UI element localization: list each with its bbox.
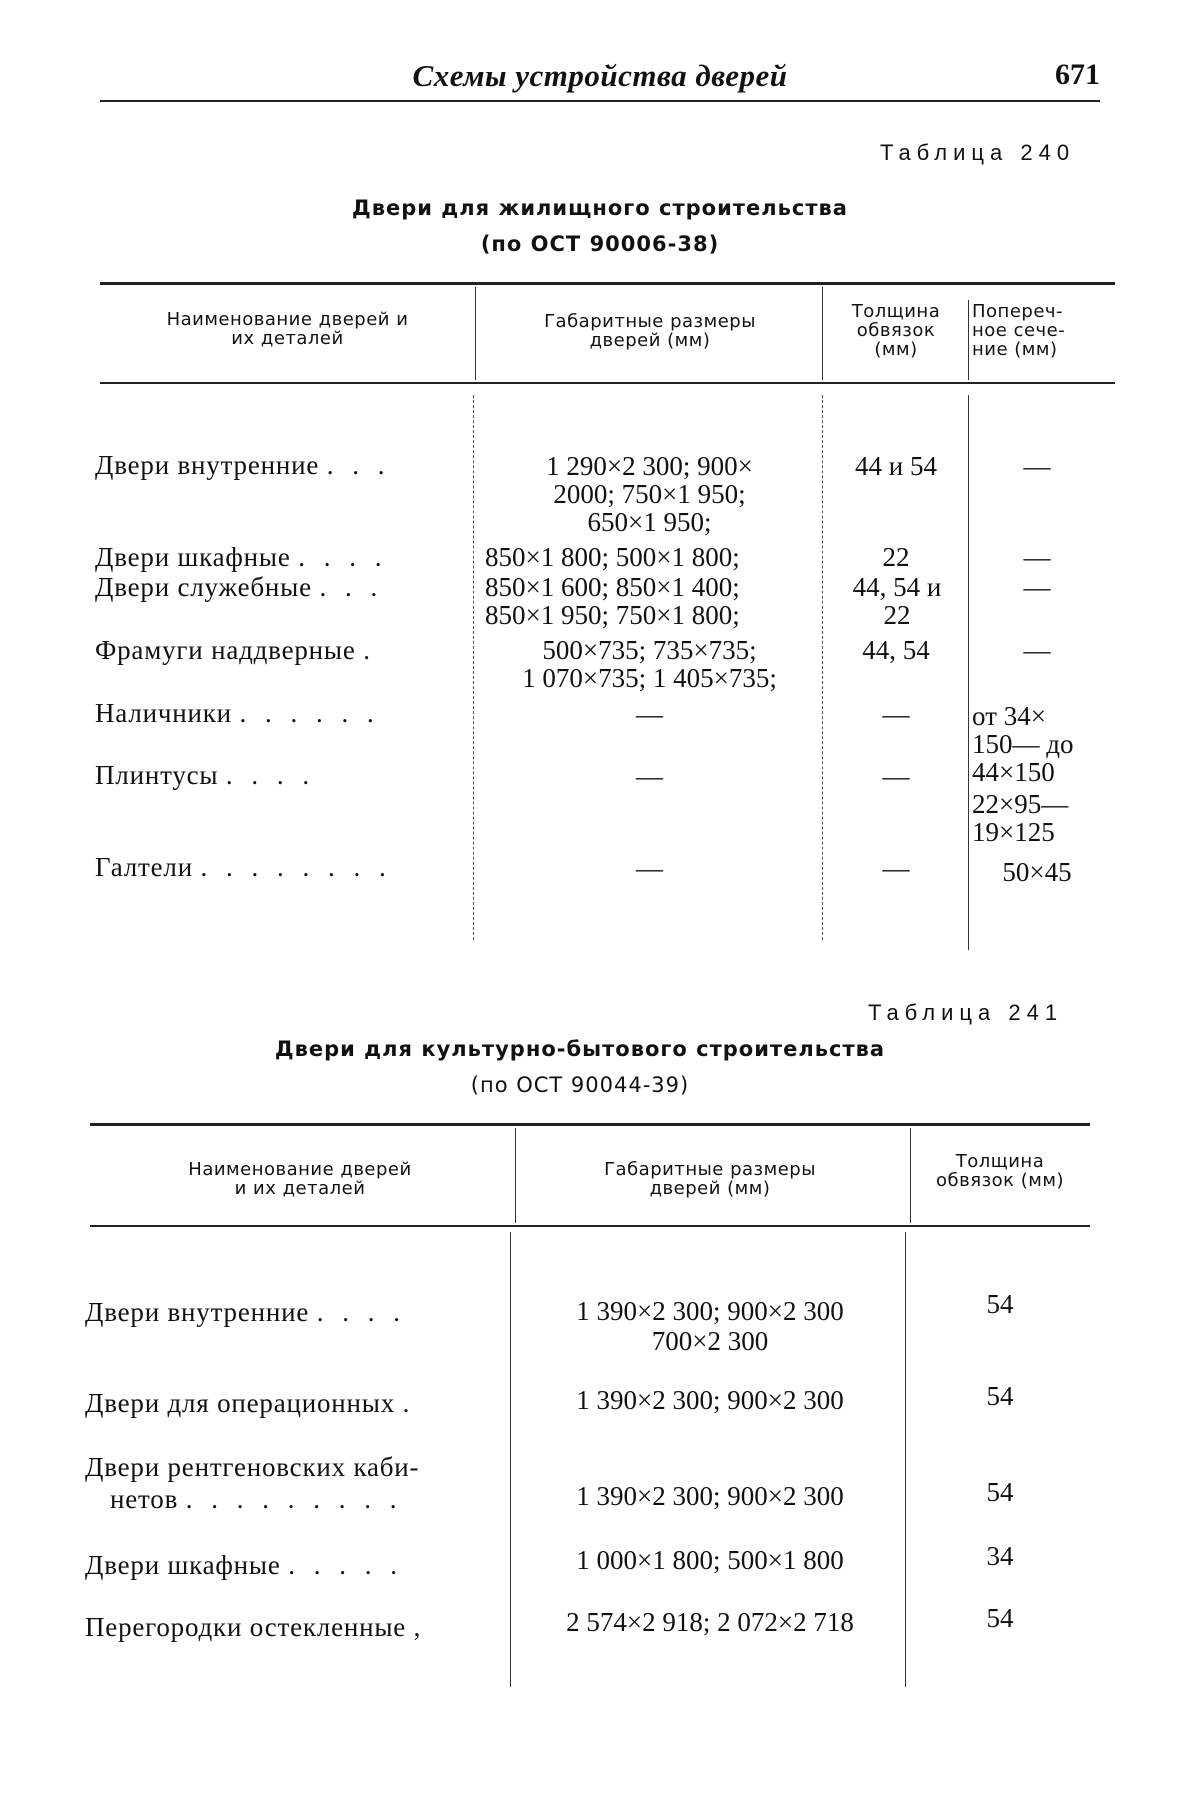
t240-row-thickness: — bbox=[882, 853, 910, 883]
t241-row-name: Двери рентгеновских каби- bbox=[85, 1452, 420, 1482]
t240-header-divider-1 bbox=[475, 287, 476, 380]
table-240-label: Таблица 240 bbox=[880, 140, 1076, 165]
t241-body-divider-2 bbox=[905, 1232, 906, 1687]
table-241-subtitle: (по ОСТ 90044-39) bbox=[470, 1073, 690, 1097]
t240-row-name: Двери внутренние . . . bbox=[95, 450, 391, 480]
t240-row-thickness: — bbox=[882, 761, 910, 791]
t240-header-divider-2 bbox=[822, 287, 823, 380]
t240-body-divider-3 bbox=[968, 395, 969, 950]
t241-row-thickness: 54 bbox=[986, 1381, 1014, 1411]
running-title: Схемы устройства дверей bbox=[412, 58, 788, 93]
t240-row-name: Фрамуги наддверные . bbox=[95, 635, 376, 665]
table-240-top-rule bbox=[100, 282, 1115, 285]
t241-row-thickness: 54 bbox=[986, 1477, 1014, 1507]
t240-body-divider-2 bbox=[822, 395, 823, 940]
t240-row-section: — bbox=[1023, 635, 1051, 665]
t241-row-name: Двери для операционных . bbox=[85, 1388, 416, 1418]
t241-row-name-continuation: нетов . . . . . . . . . bbox=[110, 1484, 403, 1514]
t240-row-name: Галтели . . . . . . . . bbox=[95, 852, 392, 882]
t240-header-dimensions: Габаритные размеры дверей (мм) bbox=[544, 311, 756, 351]
table-240-header-rule bbox=[100, 382, 1115, 384]
t241-row-thickness: 34 bbox=[986, 1541, 1014, 1571]
t240-row-section: 50×45 bbox=[1002, 857, 1072, 887]
t240-row-dimensions: 850×1 800; 500×1 800; bbox=[485, 542, 740, 572]
t240-row-dimensions: 500×735; 735×735; 1 070×735; 1 405×735; bbox=[522, 635, 777, 693]
t240-row-section: — bbox=[1023, 451, 1051, 481]
table-241-title: Двери для культурно-бытового строительства bbox=[274, 1037, 886, 1061]
t241-header-divider-1 bbox=[515, 1128, 516, 1223]
t240-row-thickness: 22 bbox=[882, 542, 910, 572]
t241-row-thickness: 54 bbox=[986, 1603, 1014, 1633]
t240-header-section: Попереч- ное сече- ние (мм) bbox=[972, 301, 1066, 360]
t240-row-name: Двери шкафные . . . . bbox=[95, 542, 388, 572]
running-header bbox=[100, 50, 1100, 102]
t240-header-divider-3 bbox=[968, 300, 969, 380]
t240-row-section: — bbox=[1023, 572, 1051, 602]
table-241-top-rule bbox=[90, 1123, 1090, 1126]
t240-row-dimensions: — bbox=[636, 699, 663, 729]
t241-header-thickness: Толщина обвязок (мм) bbox=[936, 1151, 1064, 1191]
t240-row-name: Наличники . . . . . . bbox=[95, 698, 380, 728]
t240-row-section: 22×95— 19×125 bbox=[972, 789, 1069, 847]
t241-row-thickness: 54 bbox=[986, 1289, 1014, 1319]
t241-row-dimensions: 1 390×2 300; 900×2 300 bbox=[576, 1385, 844, 1415]
table-241-label: Таблица 241 bbox=[868, 1000, 1064, 1025]
t240-row-thickness: — bbox=[882, 699, 910, 729]
t240-row-dimensions: 1 290×2 300; 900× 2000; 750×1 950; 650×1 950; bbox=[546, 451, 753, 537]
table-241-header-rule bbox=[90, 1225, 1090, 1227]
t241-row-dimensions: 1 390×2 300; 900×2 300 bbox=[576, 1481, 844, 1511]
t240-row-section: — bbox=[1023, 542, 1051, 572]
t240-row-dimensions: 850×1 600; 850×1 400; 850×1 950; 750×1 800; bbox=[485, 572, 740, 630]
t241-row-dimensions: 1 000×1 800; 500×1 800 bbox=[576, 1545, 844, 1575]
t240-header-thickness: Толщина обвязок (мм) bbox=[851, 301, 941, 360]
t241-row-dimensions: 2 574×2 918; 2 072×2 718 bbox=[566, 1607, 854, 1637]
t241-header-divider-2 bbox=[910, 1128, 911, 1223]
t240-body-divider-1 bbox=[473, 395, 474, 940]
page-number: 671 bbox=[1055, 58, 1100, 91]
t241-row-name: Двери внутренние . . . . bbox=[85, 1297, 406, 1327]
t240-row-thickness: 44, 54 bbox=[862, 635, 930, 665]
t241-body-divider-1 bbox=[510, 1232, 511, 1687]
t240-header-name: Наименование дверей и их деталей bbox=[166, 309, 409, 349]
t241-row-name: Двери шкафные . . . . . bbox=[85, 1550, 403, 1580]
t240-row-section: от 34× 150— до 44×150 bbox=[972, 701, 1074, 787]
table-240-subtitle: (по ОСТ 90006-38) bbox=[480, 232, 720, 256]
t241-header-dimensions: Габаритные размеры дверей (мм) bbox=[604, 1159, 816, 1199]
t240-row-name: Плинтусы . . . . bbox=[95, 760, 316, 790]
t240-row-thickness: 44 и 54 bbox=[855, 451, 937, 481]
t240-row-dimensions: — bbox=[636, 761, 663, 791]
t241-row-dimensions: 1 390×2 300; 900×2 300 700×2 300 bbox=[576, 1296, 844, 1356]
table-240-title: Двери для жилищного строительства bbox=[352, 196, 848, 220]
t241-header-name: Наименование дверей и их деталей bbox=[188, 1159, 412, 1199]
t240-row-dimensions: — bbox=[636, 853, 663, 883]
t240-row-name: Двери служебные . . . bbox=[95, 572, 384, 602]
t241-row-name: Перегородки остекленные , bbox=[85, 1612, 427, 1642]
t240-row-thickness: 44, 54 и 22 bbox=[852, 572, 942, 630]
